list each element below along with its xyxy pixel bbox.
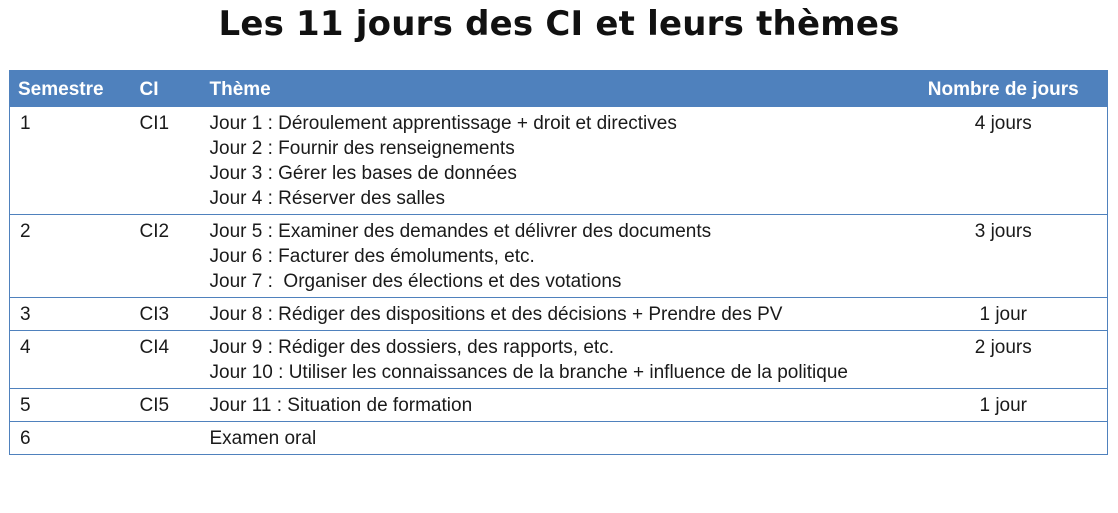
table-row xyxy=(10,331,1108,389)
cell-nombre-de-jours xyxy=(900,422,1108,455)
table-header xyxy=(10,71,1108,108)
cell-nombre-de-jours: 4 jours xyxy=(900,107,1108,215)
cell-theme xyxy=(202,389,900,422)
page-title: Les 11 jours des CI et leurs thèmes xyxy=(218,4,900,44)
cell-ci: CI5 xyxy=(132,389,202,422)
cell-ci: CI1 xyxy=(132,107,202,215)
day-line: Jour 9 : Rédiger des dossiers, des rapports, etc. xyxy=(209,337,614,358)
cell-nombre-de-jours: 3 jours xyxy=(900,215,1108,298)
day-line: Examen oral xyxy=(209,428,317,449)
cell-ci: CI3 xyxy=(132,298,202,331)
header-semestre: Semestre xyxy=(10,71,132,108)
header-theme: Thème xyxy=(202,71,900,108)
themes-table xyxy=(9,70,1108,455)
day-line: Jour 4 : Réserver des salles xyxy=(209,188,445,209)
cell-semestre: 6 xyxy=(10,422,132,455)
table-row xyxy=(10,422,1108,455)
day-line: Jour 11 : Situation de formation xyxy=(209,395,473,416)
cell-semestre: 4 xyxy=(10,331,132,389)
cell-theme xyxy=(202,215,900,298)
table-row xyxy=(10,298,1108,331)
cell-semestre: 3 xyxy=(10,298,132,331)
cell-theme xyxy=(202,331,900,389)
cell-semestre: 2 xyxy=(10,215,132,298)
day-line: Jour 2 : Fournir des renseignements xyxy=(209,138,515,159)
cell-nombre-de-jours: 2 jours xyxy=(900,331,1108,389)
cell-ci xyxy=(132,422,202,455)
cell-semestre: 5 xyxy=(10,389,132,422)
header-row xyxy=(10,71,1108,108)
table-row xyxy=(10,107,1108,215)
cell-nombre-de-jours: 1 jour xyxy=(900,298,1108,331)
header-nombre-de-jours: Nombre de jours xyxy=(900,71,1108,108)
cell-nombre-de-jours: 1 jour xyxy=(900,389,1108,422)
day-line: Jour 3 : Gérer les bases de données xyxy=(209,163,517,184)
cell-theme xyxy=(202,107,900,215)
table-row xyxy=(10,215,1108,298)
day-line: Jour 5 : Examiner des demandes et délivrer des documents xyxy=(209,221,712,242)
day-line: Jour 10 : Utiliser les connaissances de la branche + influence de la politique xyxy=(209,362,848,383)
day-line: Jour 8 : Rédiger des dispositions et des décisions + Prendre des PV xyxy=(209,304,783,325)
table-row xyxy=(10,389,1108,422)
cell-ci: CI2 xyxy=(132,215,202,298)
cell-ci: CI4 xyxy=(132,331,202,389)
day-line: Jour 7 : Organiser des élections et des votations xyxy=(209,271,622,292)
cell-theme xyxy=(202,422,900,455)
day-line: Jour 1 : Déroulement apprentissage + droit et directives xyxy=(209,113,677,134)
table-body xyxy=(10,107,1108,455)
header-ci: CI xyxy=(132,71,202,108)
cell-theme xyxy=(202,298,900,331)
cell-semestre: 1 xyxy=(10,107,132,215)
day-line: Jour 6 : Facturer des émoluments, etc. xyxy=(209,246,535,267)
